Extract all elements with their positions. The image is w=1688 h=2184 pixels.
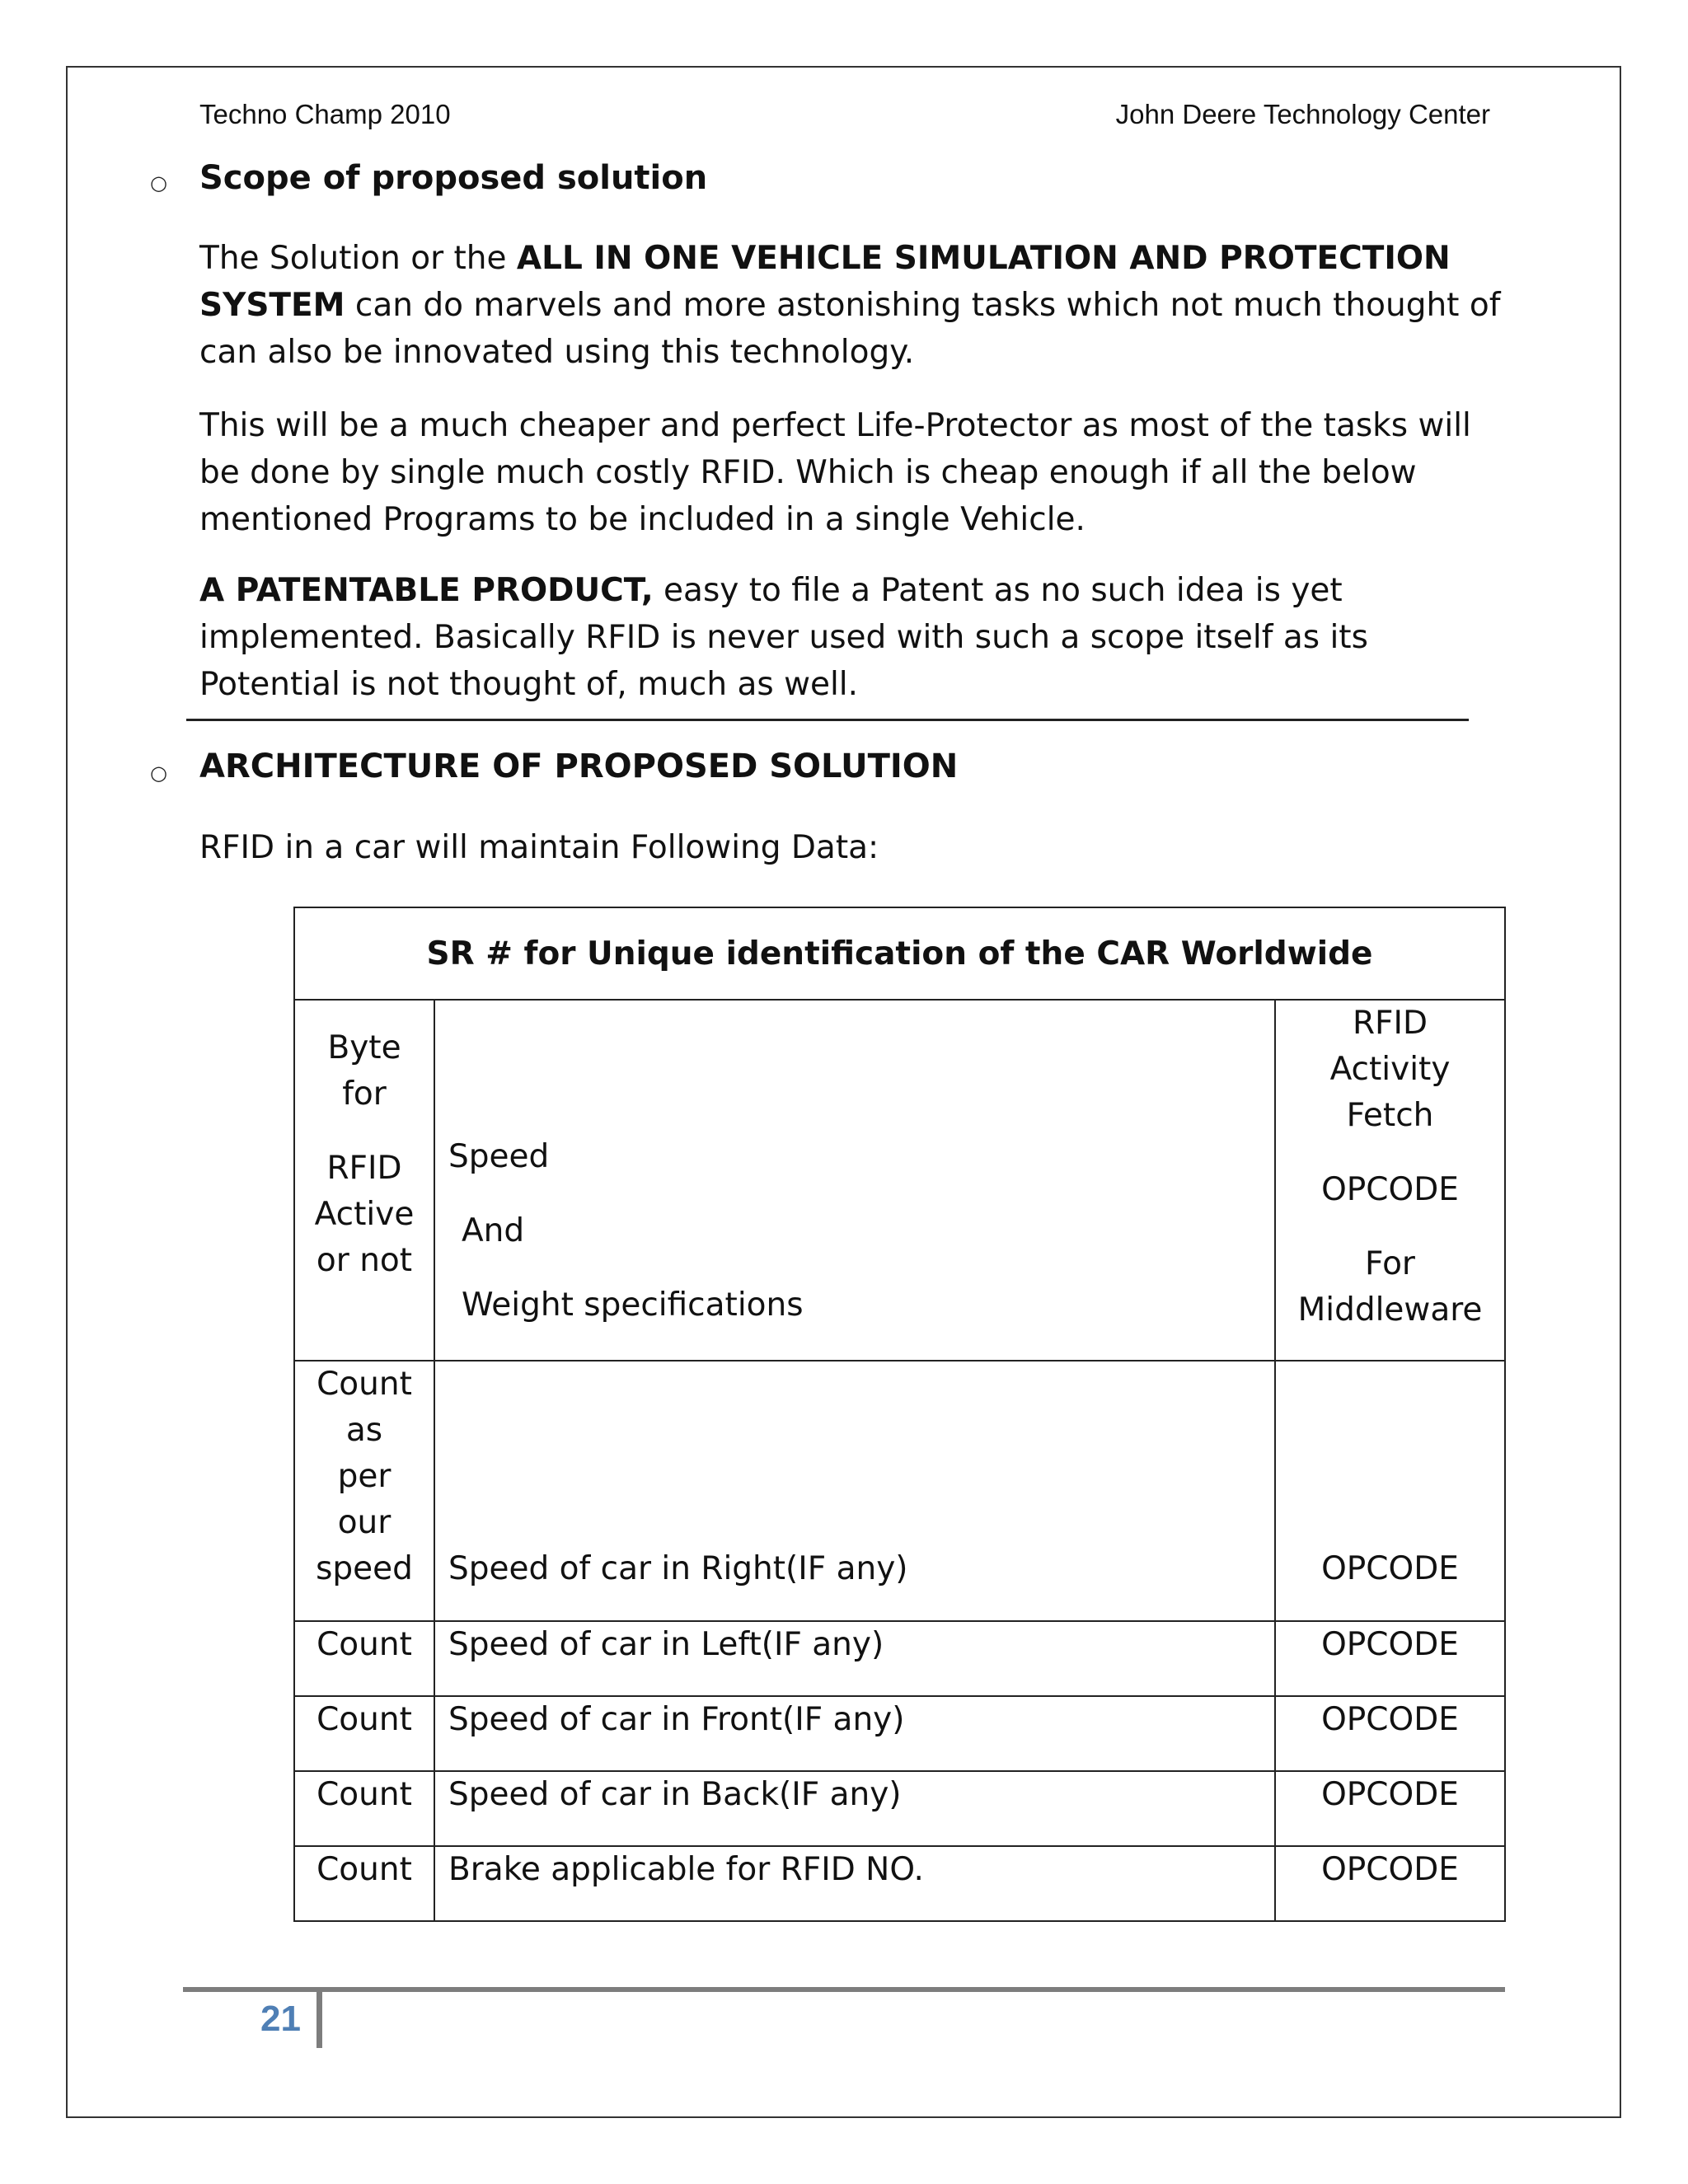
table-row (294, 1361, 1505, 1621)
cell-text: Speed of car in Right(IF any) (448, 1550, 908, 1587)
header-left: Techno Champ 2010 (199, 99, 451, 129)
table-cell (294, 1771, 434, 1846)
cell-text: Speed of car in Front(IF any) (448, 1701, 905, 1738)
bold-text: A PATENTABLE PRODUCT, (199, 572, 654, 609)
cell-line: Weight specifications (462, 1286, 804, 1324)
cell-text: OPCODE (1321, 1550, 1459, 1587)
cell-text: Speed of car in Back(IF any) (448, 1776, 902, 1813)
header-right: John Deere Technology Center (1115, 99, 1490, 129)
table-cell (294, 1846, 434, 1921)
table-cell (434, 1000, 1275, 1361)
paragraph-solution (199, 235, 1502, 376)
cell-line: Byte (327, 1029, 401, 1066)
cell-text: OPCODE (1321, 1626, 1459, 1663)
cell-line: per (337, 1458, 392, 1495)
table-cell (1275, 1846, 1505, 1921)
table-row (294, 1621, 1505, 1696)
cell-text: Count (316, 1701, 412, 1738)
table-cell (1275, 1696, 1505, 1771)
page-number: 21 (260, 1999, 301, 2039)
cell-text: OPCODE (1321, 1776, 1459, 1813)
table-cell (434, 1361, 1275, 1621)
table-cell (294, 1696, 434, 1771)
bullet-icon: ○ (150, 171, 167, 194)
intro-text: RFID in a car will maintain Following Data: (199, 829, 879, 866)
table-cell (294, 1361, 434, 1621)
cell-line: Activity (1329, 1051, 1451, 1088)
paragraph-life-protector: This will be a much cheaper and perfect Life-Protector as most of the tasks will be done by single much costly RFID. Which is cheap enough if all the below mentioned Programs to be included in a single Vehicle. (199, 407, 1471, 538)
table-cell (434, 1846, 1275, 1921)
table-cell (1275, 1361, 1505, 1621)
table-row (294, 1696, 1505, 1771)
cell-text: Count (316, 1626, 412, 1663)
paragraph-text: The Solution or the (199, 240, 517, 277)
table-cell (434, 1771, 1275, 1846)
cell-line: Active (314, 1196, 415, 1233)
paragraph-patentable (199, 567, 1502, 708)
cell-text: OPCODE (1321, 1851, 1459, 1888)
table-cell (1275, 1771, 1505, 1846)
cell-line: our (337, 1504, 392, 1541)
cell-line: RFID (1352, 1005, 1428, 1042)
table-cell (1275, 1621, 1505, 1696)
table-cell (434, 1621, 1275, 1696)
section-heading-scope: Scope of proposed solution (199, 159, 708, 197)
paragraph-text: can do marvels and more astonishing tasks which not much thought of can also be innovated using this technology. (199, 287, 1501, 371)
table-cell (1275, 1000, 1505, 1361)
table-row (294, 1771, 1505, 1846)
table-cell (434, 1696, 1275, 1771)
bold-text: ALL IN ONE VEHICLE SIMULATION AND PROTECTION SYSTEM (199, 240, 1451, 324)
cell-text: Count (316, 1851, 412, 1888)
footer-divider (316, 1992, 322, 2048)
cell-line: Middleware (1297, 1291, 1483, 1329)
cell-text: OPCODE (1321, 1701, 1459, 1738)
cell-line: as (345, 1412, 383, 1449)
cell-line: speed (316, 1550, 413, 1587)
table-row (294, 1846, 1505, 1921)
cell-line: OPCODE (1321, 1171, 1459, 1208)
cell-line: And (462, 1212, 525, 1249)
cell-line: for (342, 1076, 387, 1113)
cell-line: Fetch (1346, 1097, 1434, 1134)
cell-line: For (1365, 1245, 1415, 1282)
cell-line: Count (316, 1366, 412, 1403)
table-row (294, 1000, 1505, 1361)
cell-text: Speed of car in Left(IF any) (448, 1626, 884, 1663)
section-divider (186, 719, 1469, 721)
table-cell (294, 1621, 434, 1696)
section-heading-architecture: ARCHITECTURE OF PROPOSED SOLUTION (199, 748, 959, 785)
table-cell (294, 1000, 434, 1361)
table-title: SR # for Unique identification of the CAR Worldwide (294, 907, 1505, 1000)
cell-text: Count (316, 1776, 412, 1813)
paragraph-text: easy to file a Patent as no such idea is yet implemented. Basically RFID is never used with such a scope itself as its Potential is not thought of, much as well. (199, 572, 1368, 703)
footer-rule (183, 1987, 1505, 1992)
cell-line: RFID (326, 1150, 402, 1187)
cell-text: Brake applicable for RFID NO. (448, 1851, 924, 1888)
table-title-row (294, 907, 1505, 1000)
cell-line: or not (316, 1242, 413, 1279)
cell-line: Speed (448, 1138, 550, 1175)
bullet-icon: ○ (150, 762, 167, 785)
data-table (293, 907, 1506, 1922)
